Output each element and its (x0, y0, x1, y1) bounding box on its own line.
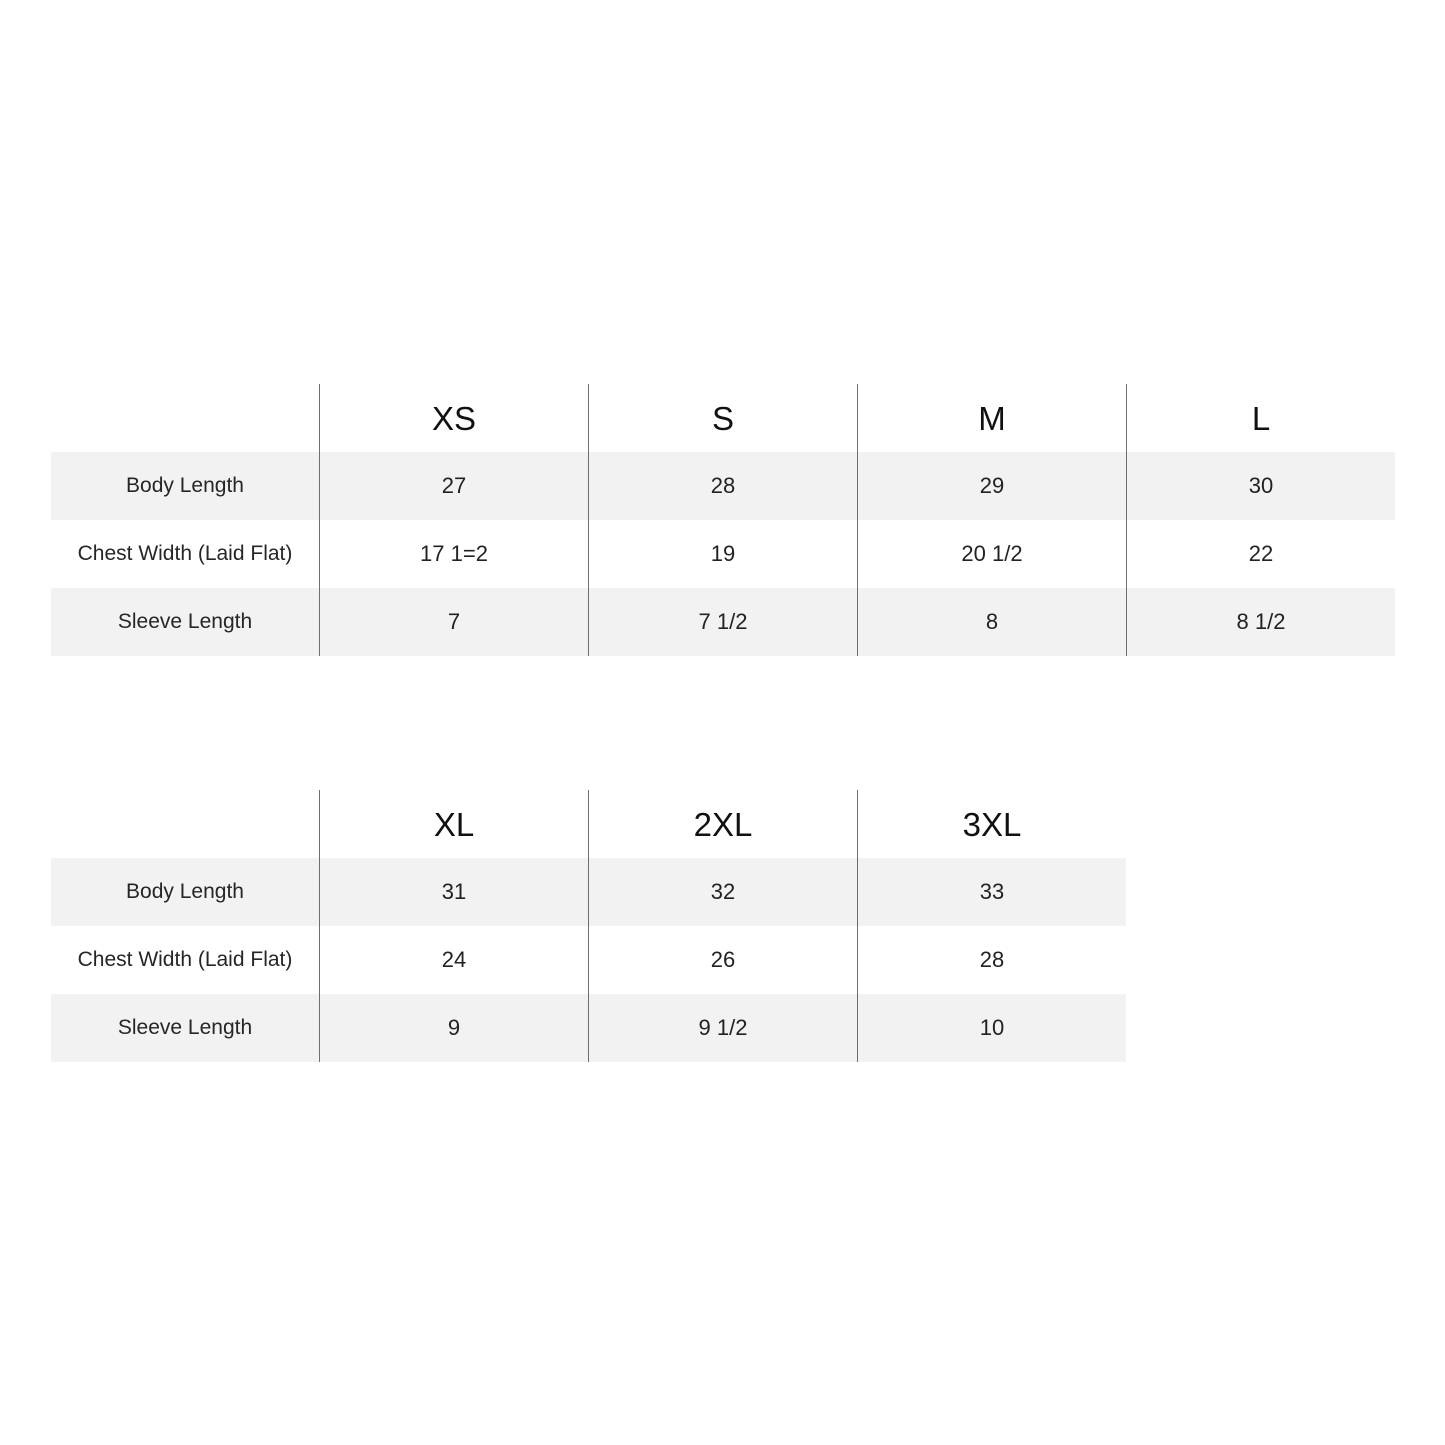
size-header-3xl: 3XL (857, 790, 1126, 858)
table-cell: 30 (1126, 452, 1395, 520)
size-header-m: M (857, 384, 1126, 452)
table-cell: 8 (857, 588, 1126, 656)
table-cell: 7 (319, 588, 588, 656)
size-header-xl: XL (319, 790, 588, 858)
table-cell: 27 (319, 452, 588, 520)
size-chart-table-xs-l (51, 384, 1395, 656)
table-cell: 8 1/2 (1126, 588, 1395, 656)
table-cell: 28 (588, 452, 857, 520)
size-header-2xl: 2XL (588, 790, 857, 858)
row-label-body-length: Body Length (51, 452, 319, 520)
row-label-body-length: Body Length (51, 858, 319, 926)
table-cell: 19 (588, 520, 857, 588)
size-header-xs: XS (319, 384, 588, 452)
table-cell: 28 (857, 926, 1126, 994)
table-cell: 7 1/2 (588, 588, 857, 656)
header-corner (51, 384, 319, 452)
table-cell: 22 (1126, 520, 1395, 588)
table-cell: 10 (857, 994, 1126, 1062)
table-cell: 31 (319, 858, 588, 926)
row-label-sleeve-length: Sleeve Length (51, 994, 319, 1062)
size-chart-table-xl-3xl (51, 790, 1126, 1062)
table-cell: 9 1/2 (588, 994, 857, 1062)
table-cell: 33 (857, 858, 1126, 926)
table-cell: 26 (588, 926, 857, 994)
row-label-chest-width: Chest Width (Laid Flat) (51, 520, 319, 588)
header-corner (51, 790, 319, 858)
table-cell: 29 (857, 452, 1126, 520)
table-cell: 9 (319, 994, 588, 1062)
row-label-sleeve-length: Sleeve Length (51, 588, 319, 656)
table-cell: 20 1/2 (857, 520, 1126, 588)
table-cell: 24 (319, 926, 588, 994)
size-header-l: L (1126, 384, 1395, 452)
size-header-s: S (588, 384, 857, 452)
table-cell: 32 (588, 858, 857, 926)
row-label-chest-width: Chest Width (Laid Flat) (51, 926, 319, 994)
table-cell: 17 1=2 (319, 520, 588, 588)
